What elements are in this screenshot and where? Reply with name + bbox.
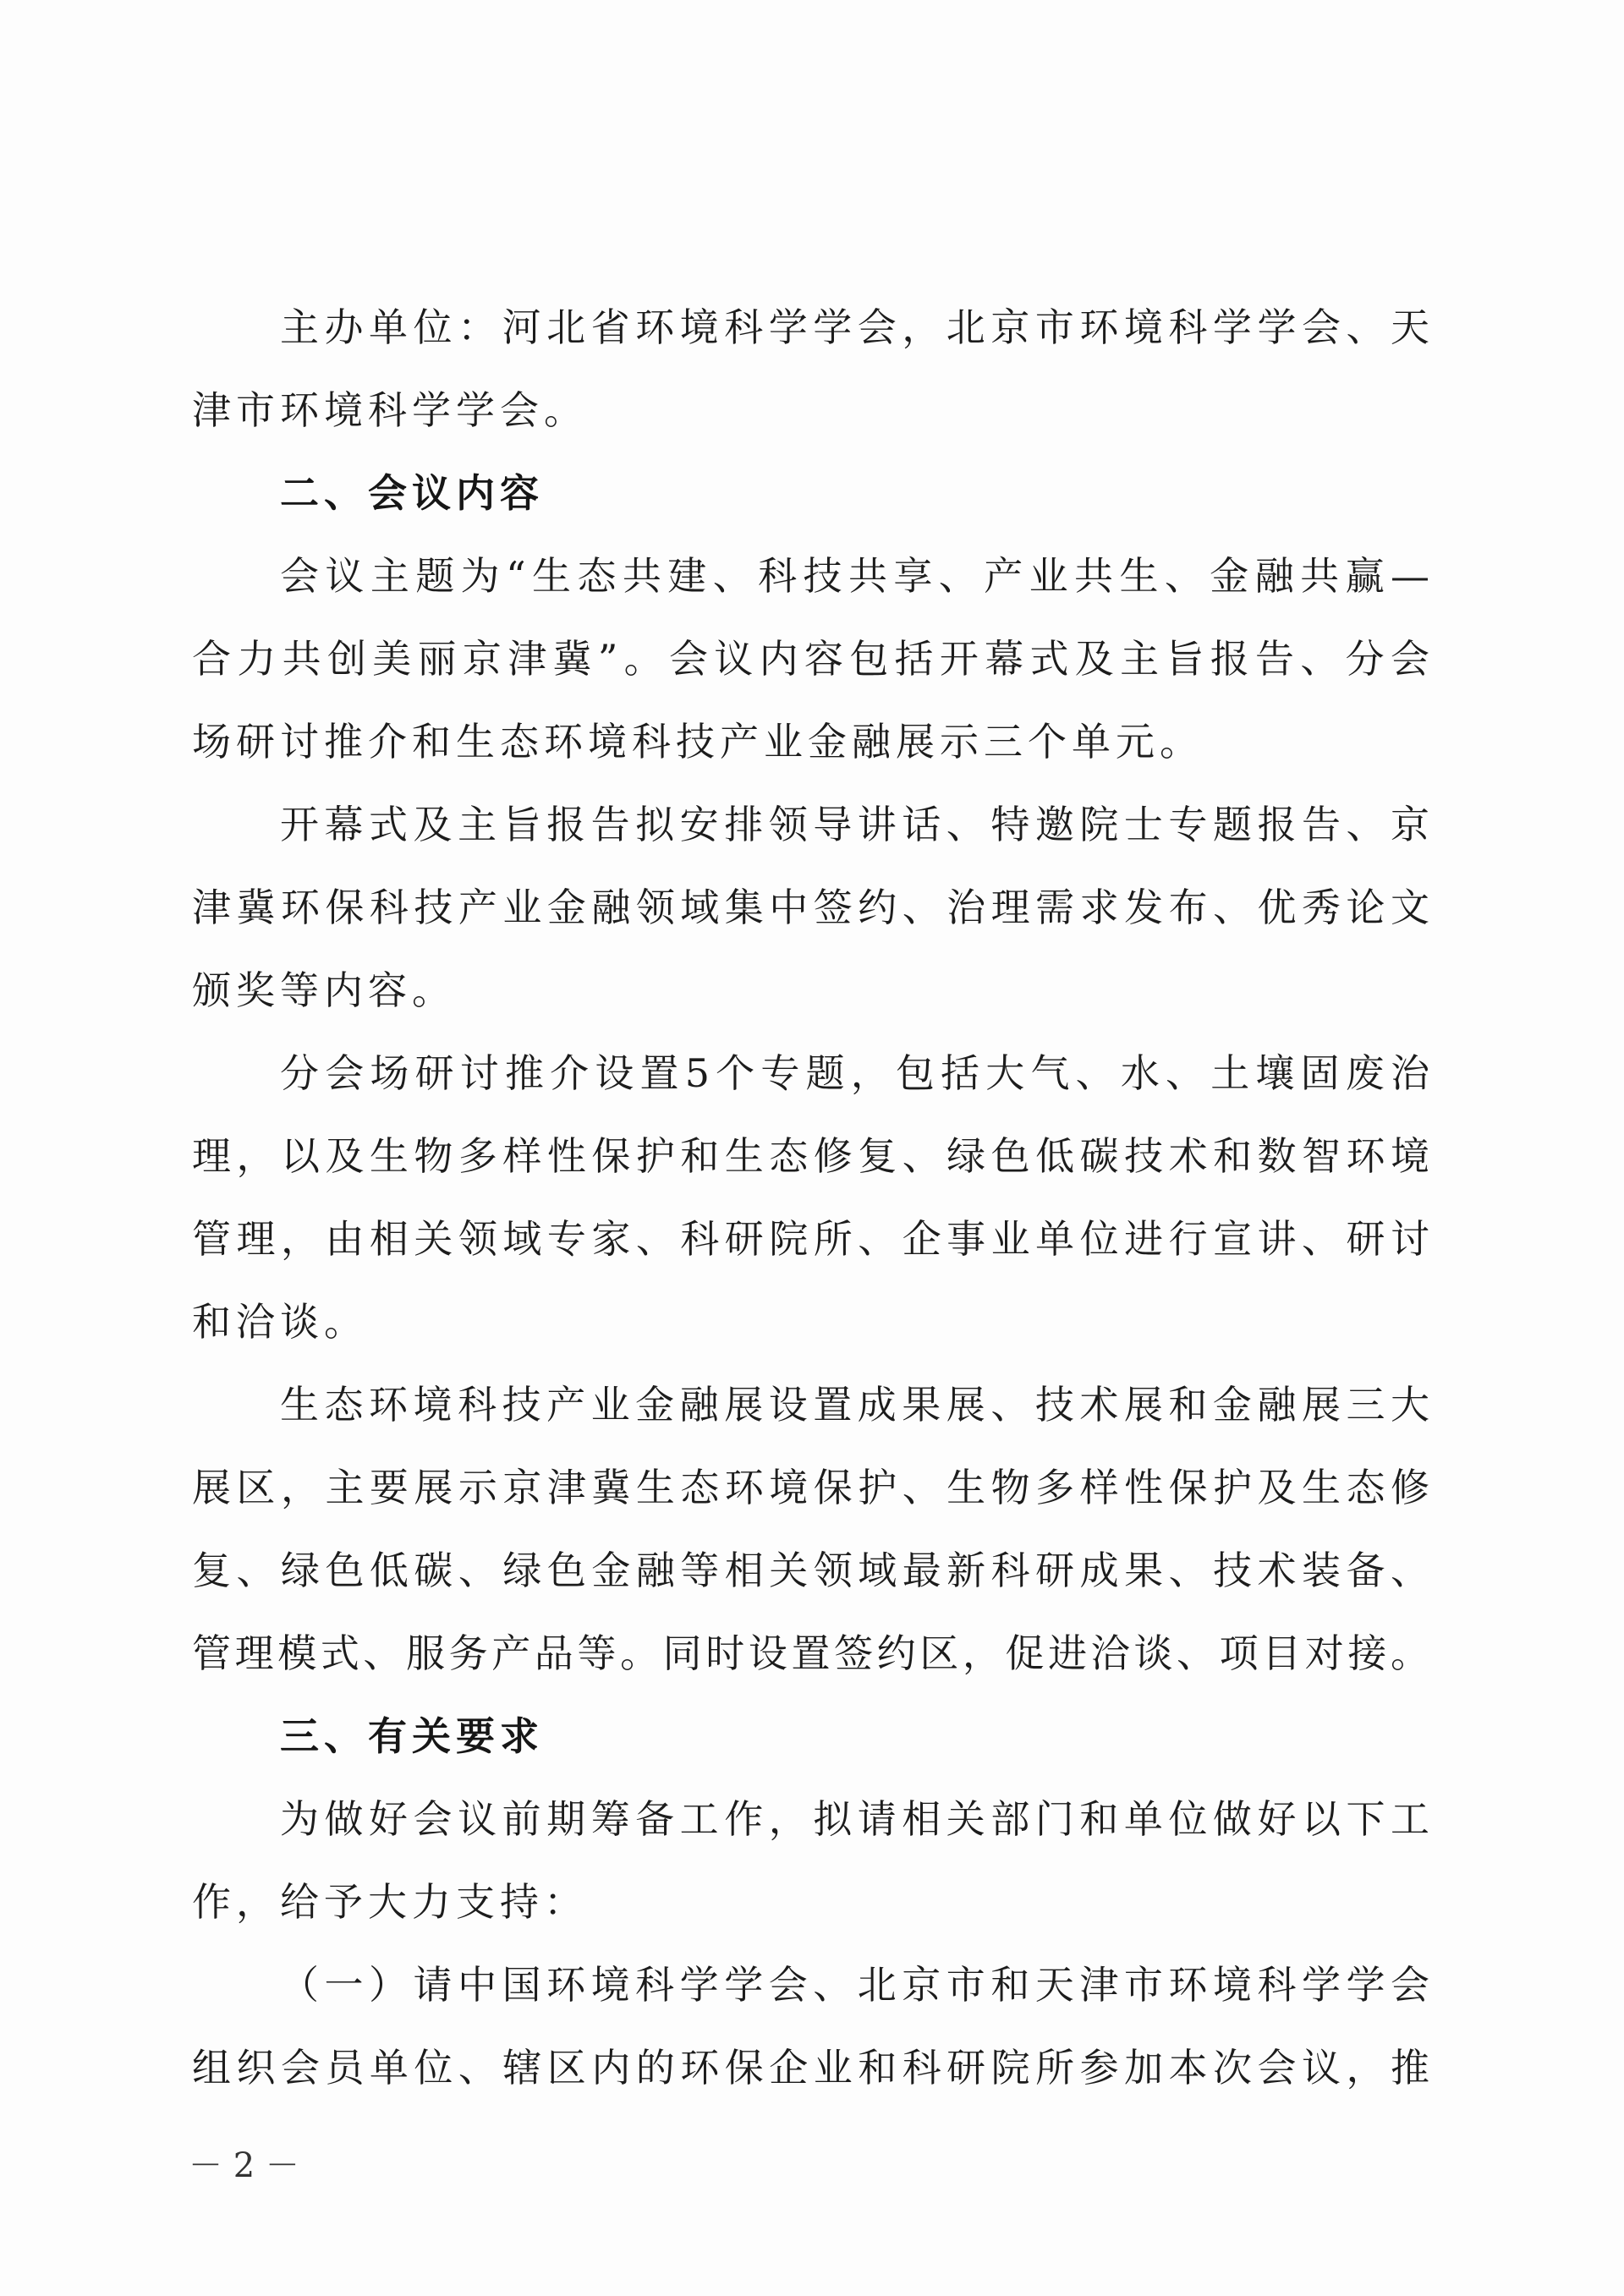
text-line: 分会场研讨推介设置5个专题，包括大气、水、土壤固废治 (280, 1050, 1429, 1096)
text-line: 管理模式、服务产品等。同时设置签约区，促进洽谈、项目对接。 (192, 1630, 1429, 1676)
text-line: 组织会员单位、辖区内的环保企业和科研院所参加本次会议，推 (192, 2045, 1429, 2091)
paragraph (192, 1363, 1429, 1695)
text-line: 复、绿色低碳、绿色金融等相关领域最新科研成果、技术装备、 (192, 1548, 1429, 1593)
text-line: 主办单位：河北省环境科学学会，北京市环境科学学会、天 (280, 304, 1429, 350)
page-number: － 2 － (189, 2146, 299, 2185)
text-line: 津冀环保科技产业金融领域集中签约、治理需求发布、优秀论文 (192, 885, 1429, 930)
text-line: 管理，由相关领域专家、科研院所、企事业单位进行宣讲、研讨 (192, 1216, 1429, 1262)
heading-text: 三、有关要求 (280, 1713, 544, 1759)
text-line: 场研讨推介和生态环境科技产业金融展示三个单元。 (192, 719, 1204, 764)
paragraph (192, 783, 1429, 1032)
text-line: 津市环境科学学会。 (192, 387, 588, 433)
text-line: 生态环境科技产业金融展设置成果展、技术展和金融展三大 (280, 1382, 1429, 1427)
paragraph (192, 1778, 1429, 1943)
text-line: 为做好会议前期筹备工作，拟请相关部门和单位做好以下工 (280, 1796, 1429, 1842)
section-heading (192, 452, 1429, 534)
text-line: 展区，主要展示京津冀生态环境保护、生物多样性保护及生态修 (192, 1465, 1429, 1510)
paragraph (192, 1032, 1429, 1363)
heading-text: 二、会议内容 (280, 470, 544, 516)
text-line: 开幕式及主旨报告拟安排领导讲话、特邀院士专题报告、京 (280, 802, 1429, 847)
paragraph (192, 286, 1429, 452)
paragraph (192, 1943, 1429, 2109)
text-line: 颁奖等内容。 (192, 967, 456, 1013)
text-line: 会议主题为“生态共建、科技共享、产业共生、金融共赢— (280, 553, 1429, 599)
paragraph (192, 534, 1429, 783)
text-line: 理，以及生物多样性保护和生态修复、绿色低碳技术和数智环境 (192, 1133, 1429, 1179)
text-line: 作，给予大力支持： (192, 1879, 588, 1925)
document-body (192, 286, 1429, 2109)
text-line: 合力共创美丽京津冀”。会议内容包括开幕式及主旨报告、分会 (192, 636, 1429, 682)
text-line: （一）请中国环境科学学会、北京市和天津市环境科学学会 (280, 1962, 1429, 2008)
section-heading (192, 1695, 1429, 1778)
text-line: 和洽谈。 (192, 1299, 368, 1345)
